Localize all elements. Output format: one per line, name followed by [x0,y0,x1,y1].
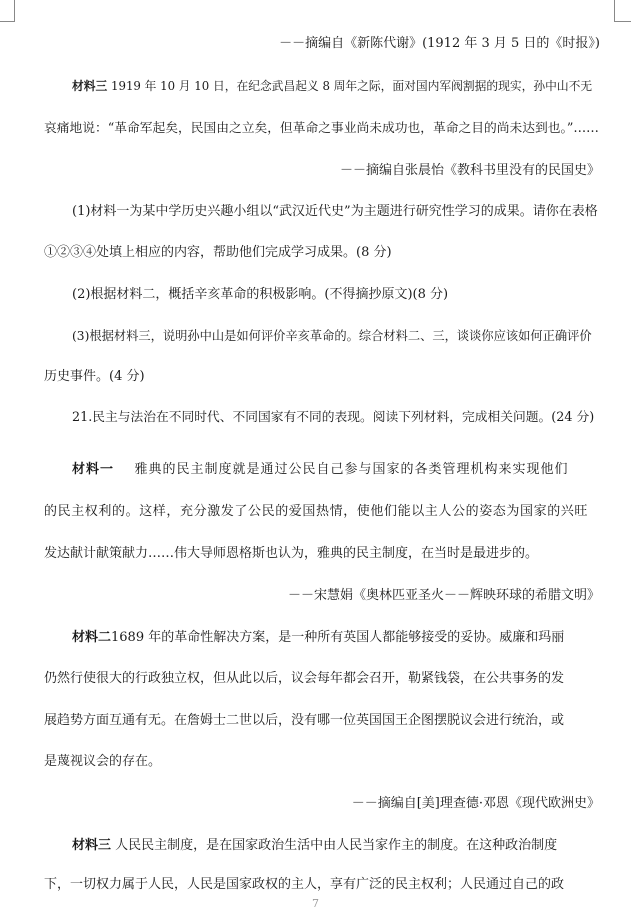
text-line: 1919 年 10 月 10 日，在纪念武昌起义 8 周年之际，面对国内军阀割据的现实，孙中山不无 [111,79,593,93]
material3-paragraph [44,77,600,95]
crop-mark-top-right [614,21,631,22]
material-label: 材料三 [72,838,112,853]
crop-mark-top-right [614,0,615,22]
question-3: (3)根据材料三，说明孙中山是如何评价辛亥革命的。综合材料二、三，谈谈你应该如何正确评价 [72,329,592,343]
crop-mark-top-left [14,0,15,22]
question-3-cont: 历史事件。(4 分) [44,369,145,384]
material2-paragraph [44,629,600,647]
text-line: 下，一切权力属于人民，人民是国家政权的主人，享有广泛的民主权利；人民通过自己的政 [44,877,565,892]
question-2: (2)根据材料二，概括辛亥革命的积极影响。(不得摘抄原文)(8 分) [72,287,449,302]
source-citation: －－宋慧娟《奥林匹亚圣火－－辉映环球的希腊文明》 [287,588,600,603]
material-label: 材料二 [72,630,112,645]
source-citation: －－摘编自[美]理查德·邓恩《现代欧洲史》 [351,796,600,811]
text-line: 雅典的民主制度就是通过公民自己参与国家的各类管理机构来实现他们 [134,462,569,477]
text-line: 是蔑视议会的存在。 [44,754,162,769]
material3b-paragraph [44,837,600,855]
material1-paragraph [44,461,600,479]
text-line: 人民民主制度，是在国家政治生活中由人民当家作主的制度。在这种政治制度 [115,838,558,853]
question-1-cont: ①②③④处填上相应的内容，帮助他们完成学习成果。(8 分) [44,245,392,260]
source-citation: －－摘编自张晨怡《教科书里没有的民国史》 [339,163,600,178]
question-1: (1)材料一为某中学历史兴趣小组以“武汉近代史”为主题进行研究性学习的成果。请你在表格 [72,204,598,219]
crop-mark-top-left [0,21,15,22]
source-citation: －－摘编自《新陈代谢》(1912 年 3 月 5 日的《时报》) [279,36,600,51]
question-21: 21.民主与法治在不同时代、不同国家有不同的表现。阅读下列材料，完成相关问题。(24 分) [72,410,595,425]
text-line: 发达献计献策献力……伟大导师恩格斯也认为，雅典的民主制度，在当时是最进步的。 [44,546,539,561]
material-label: 材料三 [72,79,108,93]
text-line: 哀痛地说：“革命军起矣，民国由之立矣，但革命之事业尚未成功也，革命之目的尚未达到也。”…… [44,121,599,136]
text-line: 仍然行使很大的行政独立权，但从此以后，议会每年都会召开，勒紧钱袋，在公共事务的发 [44,671,565,686]
text-line: 1689 年的革命性解决方案，是一种所有英国人都能够接受的妥协。威廉和玛丽 [111,630,565,645]
text-line: 的民主权利的。这样，充分激发了公民的爱国热情，使他们能以主人公的姿态为国家的兴旺 [44,504,589,519]
page-number: 7 [312,897,319,910]
material-label: 材料一 [72,462,115,477]
text-line: 展趋势方面互通有无。在詹姆士二世以后，没有哪一位英国国王企图摆脱议会进行统治，或 [44,713,565,728]
